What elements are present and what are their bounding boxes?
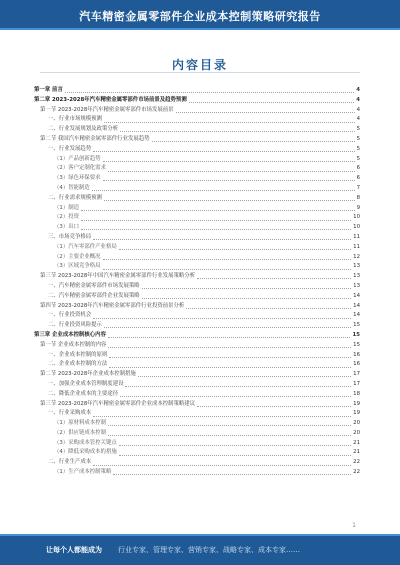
footer-slogan: 让每个人都能成为 (46, 546, 102, 554)
toc-leader (186, 308, 351, 309)
toc-entry[interactable] (34, 233, 360, 243)
toc-entry-page: 11 (353, 243, 360, 250)
toc-entry-title: 二、汽车精密金属零部件企业发展策略 (48, 292, 140, 299)
toc-leader (119, 445, 351, 446)
toc-entry[interactable] (34, 400, 360, 410)
toc-entry-page: 19 (353, 410, 360, 417)
toc-entry-title: （2）投资 (54, 214, 79, 221)
toc-leader (138, 376, 351, 377)
toc-entry[interactable] (34, 253, 360, 263)
toc-entry[interactable] (34, 429, 360, 439)
toc-entry-page: 4 (356, 116, 360, 123)
toc-entry-page: 11 (353, 233, 360, 240)
toc-entry-title: 二、行业生产成本 (48, 459, 92, 466)
toc-entry[interactable] (34, 213, 360, 223)
toc-leader (108, 425, 351, 426)
toc-entry-title: 二、行业需求规模预测 (48, 194, 102, 201)
toc-entry-page: 19 (353, 400, 360, 407)
toc-divider (40, 72, 360, 73)
toc-entry-page: 21 (353, 449, 360, 456)
toc-entry-page: 4 (356, 96, 360, 103)
toc-entry-page: 13 (353, 282, 360, 289)
toc-entry[interactable] (34, 390, 360, 400)
toc-leader (93, 416, 351, 417)
toc-leader (113, 474, 351, 475)
toc-entry-page: 5 (356, 126, 360, 133)
toc-entry[interactable] (34, 439, 360, 449)
toc-entry-title: 一、行业投资机会 (48, 312, 92, 319)
toc-entry[interactable] (34, 164, 360, 174)
toc-leader (104, 122, 355, 123)
toc-entry-page: 20 (353, 420, 360, 427)
toc-entry-page: 12 (353, 253, 360, 260)
toc-entry-page: 4 (356, 87, 360, 93)
toc-entry[interactable] (34, 223, 360, 233)
toc-entry-title: 二、降低企业成本的主要途径 (48, 390, 119, 397)
toc-entry-title: （1）产品创新趋势 (54, 155, 101, 162)
toc-entry[interactable] (34, 155, 360, 165)
toc-leader (120, 131, 354, 132)
toc-entry-title: 第四节 2023-2028年汽车精密金属零部件行业投资前景分析 (40, 302, 185, 309)
toc-leader (93, 465, 351, 466)
toc-entry[interactable] (34, 204, 360, 214)
toc-entry[interactable] (34, 458, 360, 468)
toc-leader (92, 190, 355, 191)
toc-entry-page: 16 (353, 361, 360, 368)
toc-entry[interactable] (34, 419, 360, 429)
footer-tagline: 行业专家、管理专家、营销专家、战略专家、成本专家…… (118, 546, 300, 554)
toc-leader (93, 239, 351, 240)
toc-entry-page: 13 (353, 273, 360, 280)
toc-entry-page: 10 (353, 214, 360, 221)
toc-entry-title: （3）绿色环保要求 (54, 175, 101, 182)
toc-entry[interactable] (34, 380, 360, 390)
toc-entry-title: （2）供应链成本控制 (54, 429, 106, 436)
toc-leader (103, 180, 355, 181)
toc-entry-page: 14 (353, 312, 360, 319)
toc-entry[interactable] (34, 282, 360, 292)
toc-entry-title: （3）出口 (54, 224, 79, 231)
toc-entry-page: 16 (353, 351, 360, 358)
toc-entry[interactable] (34, 311, 360, 321)
toc-entry-page: 14 (353, 292, 360, 299)
toc-entry-page: 17 (353, 380, 360, 387)
toc-entry-title: 一、行业采购成本 (48, 410, 92, 417)
toc-entry-page: 22 (353, 459, 360, 466)
toc-entry-title: （3）区域竞争格局 (54, 263, 101, 270)
toc-leader (81, 220, 351, 221)
toc-entry[interactable] (34, 468, 360, 478)
toc-leader (81, 229, 351, 230)
toc-entry[interactable] (34, 243, 360, 253)
toc-entry[interactable] (34, 135, 360, 145)
toc-entry-title: 二、行业发展规划及政策分析 (48, 126, 119, 133)
toc-entry-title: 二、企业成本控制的方法 (48, 361, 108, 368)
toc-entry-title: 一、行业发展趋势 (48, 145, 92, 152)
toc-entry[interactable] (34, 272, 360, 282)
toc-entry[interactable] (34, 351, 360, 361)
toc-leader (93, 318, 351, 319)
toc-entry[interactable] (34, 194, 360, 204)
toc-leader (104, 327, 351, 328)
toc-leader (125, 386, 351, 387)
toc-leader (108, 435, 351, 436)
toc-entry-page: 15 (353, 341, 360, 348)
toc-entry[interactable] (34, 145, 360, 155)
toc-leader (197, 406, 351, 407)
toc-entry-title: （4）降低采购成本的措施 (54, 449, 117, 456)
toc-entry[interactable] (34, 292, 360, 302)
header-divider (0, 28, 400, 30)
toc-entry-title: 二、行业投资风险提示 (48, 322, 102, 329)
toc-leader (119, 249, 351, 250)
toc-entry-page: 20 (353, 429, 360, 436)
toc-entry-title: （3）采购成本管控关键点 (54, 439, 117, 446)
report-footer (0, 534, 400, 565)
toc-leader (103, 269, 352, 270)
toc-leader (120, 396, 351, 397)
toc-leader (152, 141, 355, 142)
toc-entry[interactable] (34, 96, 360, 106)
toc-entry-page: 15 (353, 322, 360, 329)
toc-leader (109, 357, 351, 358)
toc-entry-title: （1）汽车零部件产业格局 (54, 243, 117, 250)
toc-entry-page: 10 (353, 224, 360, 231)
toc-entry-page: 5 (356, 135, 360, 142)
toc-leader (108, 171, 355, 172)
toc-entry-title: 一、行业市场规模预测 (48, 116, 102, 123)
toc-entry[interactable] (34, 321, 360, 331)
table-of-contents (34, 86, 360, 478)
toc-entry[interactable] (34, 86, 360, 96)
toc-entry[interactable] (34, 106, 360, 116)
toc-heading: 内容目录 (171, 58, 228, 72)
toc-leader (81, 210, 355, 211)
toc-entry-page: 5 (356, 155, 360, 162)
toc-entry-title: 第二节 我国汽车精密金属零部件行业发展趋势 (40, 135, 150, 142)
toc-entry[interactable] (34, 115, 360, 125)
toc-entry-title: 三、市场竞争格局 (48, 233, 92, 240)
toc-entry-title: （2）主要企业概况 (54, 253, 101, 260)
toc-entry-title: （1）制造 (54, 204, 79, 211)
toc-entry-title: 第一节 2023-2028年汽车精密金属零部件市场发展前景 (40, 106, 174, 113)
toc-leader (108, 337, 351, 338)
toc-entry-title: 一、汽车精密金属零部件市场发展策略 (48, 282, 140, 289)
toc-entry[interactable] (34, 331, 360, 341)
footer-divider (0, 534, 400, 536)
toc-entry[interactable] (34, 409, 360, 419)
toc-leader (176, 112, 355, 113)
toc-entry-title: （2）客户定制化需求 (54, 165, 106, 172)
toc-entry-page: 22 (353, 469, 360, 476)
toc-entry-page: 18 (353, 390, 360, 397)
toc-entry-page: 9 (356, 204, 360, 211)
toc-entry-title: （1）原材料成本控制 (54, 420, 106, 427)
toc-entry-page: 17 (353, 371, 360, 378)
toc-entry-page: 5 (356, 145, 360, 152)
toc-entry-page: 15 (352, 331, 360, 338)
report-title: 汽车精密金属零部件企业成本控制策略研究报告 (79, 10, 321, 23)
toc-entry-title: 第一章 前言 (34, 87, 63, 93)
toc-entry[interactable] (34, 448, 360, 458)
toc-entry[interactable] (34, 370, 360, 380)
toc-entry[interactable] (34, 184, 360, 194)
toc-entry-title: 第三节 2023-2028年汽车精密金属零部件企业成本控制策略建议 (40, 400, 196, 407)
toc-entry-page: 13 (353, 263, 360, 270)
toc-leader (93, 151, 354, 152)
toc-entry-title: （4）智能制造 (54, 184, 90, 191)
toc-entry-page: 6 (356, 175, 360, 182)
toc-entry-title: 第三章 企业成本控制核心内容 (34, 331, 106, 338)
toc-leader (108, 347, 351, 348)
toc-entry-title: （1）生产成本控制策略 (54, 469, 112, 476)
toc-leader (103, 161, 355, 162)
toc-leader (197, 278, 351, 279)
toc-entry-page: 4 (356, 106, 360, 113)
toc-entry-page: 21 (353, 439, 360, 446)
toc-entry-page: 6 (356, 165, 360, 172)
toc-leader (103, 259, 352, 260)
toc-entry[interactable] (34, 174, 360, 184)
toc-entry-title: 第三节 2023-2028年中国汽车精密金属零部件行业发展策略分析 (40, 273, 196, 280)
toc-entry-page: 8 (356, 194, 360, 201)
toc-leader (142, 288, 351, 289)
toc-entry[interactable] (34, 302, 360, 312)
toc-entry-page: 14 (353, 302, 360, 309)
toc-entry[interactable] (34, 341, 360, 351)
toc-leader (104, 200, 355, 201)
toc-entry-page: 7 (356, 184, 360, 191)
toc-entry[interactable] (34, 125, 360, 135)
toc-entry-title: 一、企业成本控制的原则 (48, 351, 108, 358)
toc-entry-title: 一、加强企业成本管理制度建设 (48, 380, 124, 387)
toc-entry-title: 第一节 企业成本控制的内容 (40, 341, 107, 348)
toc-leader (65, 92, 354, 93)
page-number: 1 (352, 522, 356, 529)
toc-entry[interactable] (34, 262, 360, 272)
toc-leader (109, 367, 351, 368)
toc-leader (119, 455, 351, 456)
report-header (0, 0, 400, 30)
toc-leader (142, 298, 351, 299)
toc-entry-title: 第二节 2023-2028年企业成本控制措施 (40, 371, 136, 378)
toc-entry-title: 第二章 2023-2028年汽车精密金属零部件市场前景及趋势预测 (34, 96, 187, 103)
toc-leader (189, 102, 355, 103)
toc-entry[interactable] (34, 360, 360, 370)
